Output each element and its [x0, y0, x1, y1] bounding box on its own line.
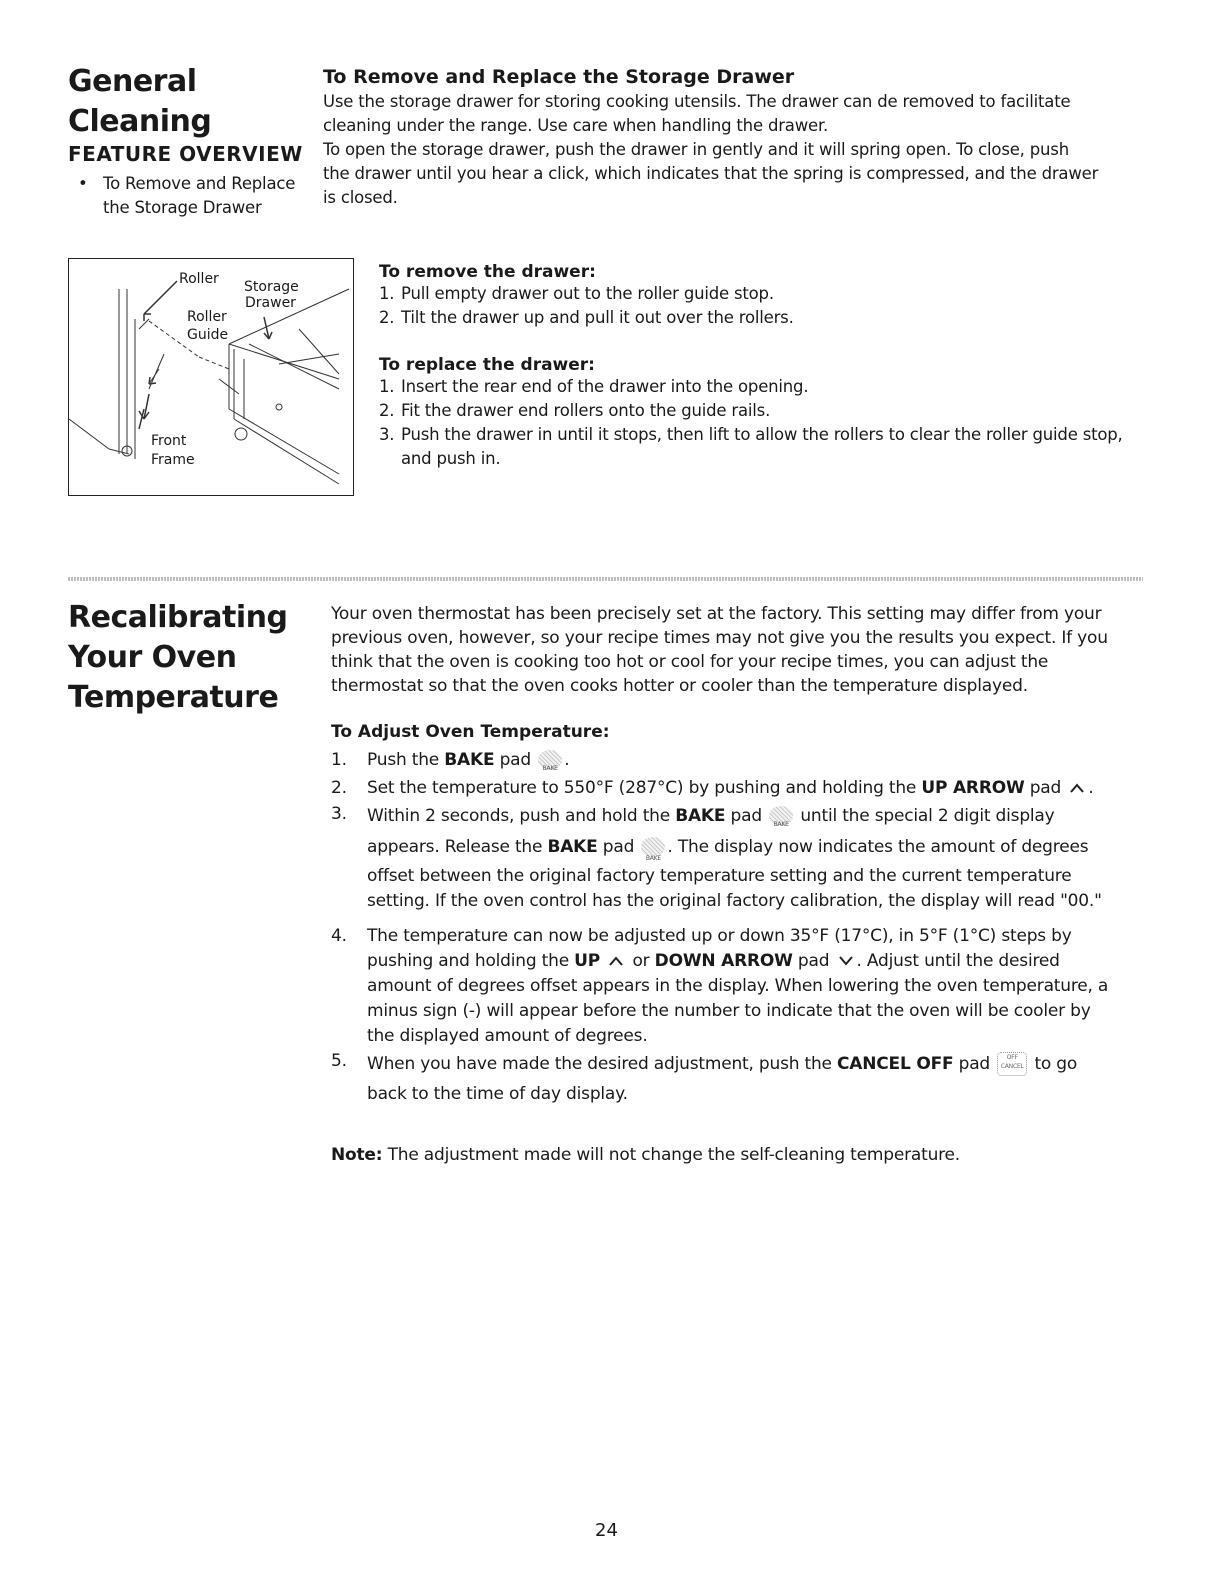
step-number: 5. — [331, 1051, 347, 1071]
label-front: Front — [151, 433, 187, 449]
page-number: 24 — [595, 1520, 618, 1541]
step-number: 1. — [331, 750, 347, 770]
step-number: 2. — [379, 401, 395, 420]
paragraph-line: Your oven thermostat has been precisely set at the factory. This setting may differ from your — [331, 604, 1102, 624]
remove-steps-list — [379, 282, 1139, 330]
replace-drawer-instructions — [379, 355, 1124, 471]
step-text: Fit the drawer end rollers onto the guide rails. — [401, 401, 771, 420]
adjust-steps-list — [331, 746, 1131, 1109]
feature-overview-list — [68, 172, 298, 220]
step-text: Push the drawer in until it stops, then lift to allow the rollers to clear the roller guide stop, and push in. — [401, 425, 1123, 468]
list-item — [379, 399, 1124, 423]
feature-item-text[interactable]: To Remove and Replace the Storage Drawer — [103, 174, 296, 217]
step-number: 4. — [331, 926, 347, 946]
label-drawer: Drawer — [245, 295, 296, 311]
up-arrow-icon — [1070, 783, 1084, 793]
step-text: Tilt the drawer up and pull it out over the rollers. — [401, 308, 794, 327]
remove-drawer-instructions — [379, 262, 1139, 330]
label-roller: Roller — [179, 271, 219, 287]
section-title-line2: Your Oven — [68, 640, 237, 675]
step-text: Pull empty drawer out to the roller guide stop. — [401, 284, 774, 303]
cancel-off-pad-icon: OFF CANCEL — [997, 1052, 1027, 1076]
step-text: Push the BAKE pad BAKE . — [367, 750, 570, 772]
step-text: Insert the rear end of the drawer into the opening. — [401, 377, 809, 396]
adjust-heading: To Adjust Oven Temperature: — [331, 722, 610, 742]
step-text: Set the temperature to 550°F (287°C) by pushing and holding the UP ARROW pad . — [367, 778, 1094, 798]
paragraph-line: think that the oven is cooking too hot or cool for your recipe times, you can adjust the — [331, 652, 1049, 672]
paragraph-line: thermostat so that the oven cooks hotter or cooler than the temperature displayed. — [331, 676, 1028, 696]
section-general-cleaning-heading — [68, 62, 211, 142]
paragraph-line: Use the storage drawer for storing cooking utensils. The drawer can de removed to facilitate — [323, 92, 1071, 111]
bullet-icon: • — [78, 174, 88, 193]
paragraph-line: cleaning under the range. Use care when handling the drawer. — [323, 116, 829, 135]
section-divider — [68, 577, 1143, 581]
section-recalibrating-heading — [68, 598, 288, 718]
storage-drawer-section — [323, 66, 1143, 210]
label-roller-guide-1: Roller — [187, 309, 227, 325]
drawer-diagram — [68, 258, 354, 496]
feature-item — [68, 172, 298, 220]
paragraph-line: the drawer until you hear a click, which indicates that the spring is compressed, and the drawer — [323, 164, 1099, 183]
section-subtitle: To Remove and Replace the Storage Drawer — [323, 66, 795, 88]
label-frame: Frame — [151, 452, 195, 468]
note-label: Note: — [331, 1145, 383, 1165]
step-number: 2. — [379, 308, 395, 327]
paragraph-line: To open the storage drawer, push the drawer in gently and it will spring open. To close, push — [323, 140, 1069, 159]
feature-overview-heading: FEATURE OVERVIEW — [68, 142, 303, 166]
step-number: 3. — [331, 804, 347, 824]
list-item — [331, 802, 1131, 914]
section-title: Recalibrating — [68, 600, 288, 635]
bake-pad-icon: BAKE — [641, 837, 665, 857]
recalibrating-intro — [331, 602, 1131, 698]
list-item — [379, 375, 1124, 399]
list-item — [331, 1049, 1131, 1109]
note — [331, 1143, 1131, 1167]
up-arrow-icon — [609, 956, 623, 966]
label-roller-guide-2: Guide — [187, 327, 229, 343]
list-item — [331, 924, 1131, 1049]
label-storage: Storage — [244, 279, 299, 295]
page-title-line2: Cleaning — [68, 104, 212, 139]
step-text: When you have made the desired adjustment, push the CANCEL OFF pad OFF CANCEL to go back to the time of day display. — [367, 1054, 1078, 1104]
replace-steps-list — [379, 375, 1124, 471]
list-item — [331, 746, 1131, 774]
note-text: The adjustment made will not change the self-cleaning temperature. — [382, 1145, 961, 1165]
list-item — [331, 774, 1131, 802]
adjust-temperature-instructions — [331, 722, 1131, 1109]
step-number: 1. — [379, 377, 395, 396]
bake-pad-icon: BAKE — [769, 806, 793, 826]
remove-heading: To remove the drawer: — [379, 262, 596, 282]
list-item — [379, 282, 1139, 306]
drawer-diagram-illustration — [69, 259, 352, 494]
step-number: 3. — [379, 425, 395, 444]
list-item — [379, 306, 1139, 330]
list-item — [379, 423, 1124, 471]
step-number: 1. — [379, 284, 395, 303]
paragraph-line: previous oven, however, so your recipe times may not give you the results you expect. If you — [331, 628, 1108, 648]
step-text: Within 2 seconds, push and hold the BAKE pad BAKE until the special 2 digit display appears. Release the BAKE pad BAKE . The display now indicates the amount of degrees offset between the original factory temperature setting and the current temperature setting. If the oven control has the original factory calibration, the display will read "00." — [367, 806, 1102, 911]
replace-heading: To replace the drawer: — [379, 355, 595, 375]
down-arrow-icon — [839, 956, 853, 966]
bake-pad-icon: BAKE — [538, 750, 562, 770]
paragraph-line: is closed. — [323, 188, 398, 207]
section-title-line3: Temperature — [68, 680, 279, 715]
step-number: 2. — [331, 778, 347, 798]
step-text: The temperature can now be adjusted up or down 35°F (17°C), in 5°F (1°C) steps by pushing and holding the UP or DOWN ARROW pad . Adjust until the desired amount of degrees offset appears in the display. When lowering the oven temperature, a minus sign (-) will appear before the number to indicate that the oven will be cooler by the displayed amount of degrees. — [367, 926, 1109, 1046]
page-title: General — [68, 64, 197, 99]
feature-overview — [68, 142, 303, 166]
